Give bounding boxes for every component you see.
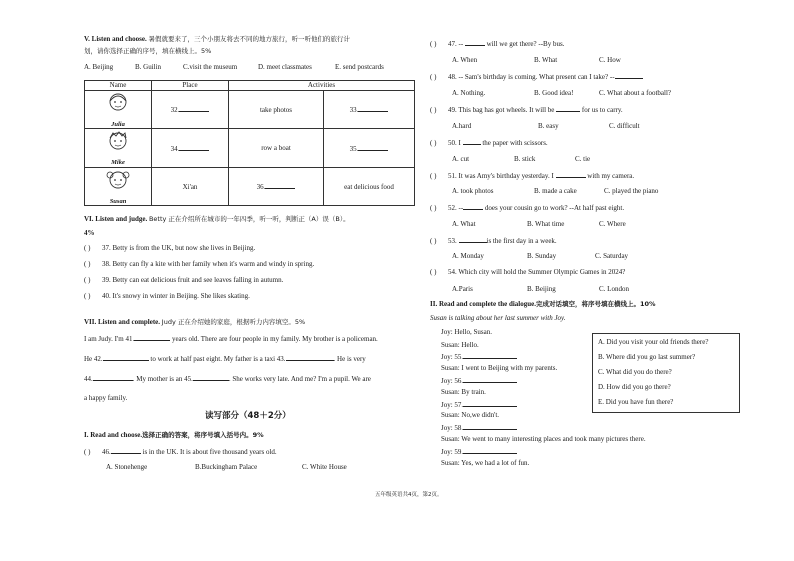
question-48: ( ) 48. -- Sam's birthday is coming. What present can I take? --	[430, 72, 643, 81]
kid-name-mike: Mike	[111, 159, 125, 167]
answer-blank[interactable]	[463, 138, 481, 145]
option: A. What	[452, 220, 476, 228]
answer-paren[interactable]: ( )	[84, 244, 91, 252]
section-v-heading-line2: 划，请你选择正确的序号，填在横线上。5%	[84, 47, 212, 55]
table-header-activities: Activities	[229, 81, 415, 91]
option-a: A. Beijing	[84, 63, 114, 71]
option: B. stick	[514, 155, 536, 163]
choice-b: B. Where did you go last summer?	[598, 353, 696, 361]
answer-paren[interactable]: ( )	[430, 73, 437, 81]
option: A. cut	[452, 155, 470, 163]
answer-blank[interactable]	[615, 72, 643, 79]
q46-option-c: C. White House	[302, 463, 347, 471]
read-choose-heading: I. Read and choose.选择正确的答案，将序号填入括号内。9%	[84, 431, 264, 439]
answer-blank[interactable]	[286, 354, 334, 361]
answer-paren[interactable]: ( )	[430, 139, 437, 147]
answer-blank[interactable]	[93, 374, 133, 381]
q46-option-b: B.Buckingham Palace	[195, 463, 258, 471]
answer-paren[interactable]: ( )	[84, 292, 91, 300]
place-cell: 32.	[152, 91, 229, 129]
question-53: ( ) 53. is the first day in a week.	[430, 237, 557, 245]
judge-item: ( ) 40. It's snowy in winter in Beijing. She likes skating.	[84, 292, 250, 300]
option: C. How	[599, 56, 621, 64]
travel-table	[84, 80, 415, 206]
question-54: ( ) 54. Which city will hold the Summer Olympic Games in 2024?	[430, 268, 626, 276]
fill-line: I am Judy. I'm 41. years old. There are four people in my family. My brother is a policeman.	[84, 335, 378, 343]
answer-blank[interactable]	[465, 39, 485, 46]
option: C. London	[599, 285, 629, 293]
answer-paren[interactable]: ( )	[430, 268, 437, 276]
option: C. played the piano	[604, 187, 659, 195]
option: B. made a cake	[534, 187, 577, 195]
kid-cell	[85, 167, 152, 205]
answer-blank[interactable]	[134, 334, 170, 341]
option-c: C.visit the museum	[183, 63, 238, 71]
section-ii-heading: II. Read and complete the dialogue.完成对话填空，将序号填在横线上。10%	[430, 300, 656, 308]
activity-cell: 36.	[229, 167, 324, 205]
kid-cell	[85, 129, 152, 167]
section-vii-heading: VII. Listen and complete. Judy 正在介绍她的家庭，根据听力内容填空。5%	[84, 318, 306, 326]
dialogue-line: Joy: 55.	[441, 352, 517, 361]
option: A. When	[452, 56, 478, 64]
judge-item: ( ) 37. Betty is from the UK, but now she lives in Beijing.	[84, 244, 256, 252]
answer-blank[interactable]	[463, 352, 517, 359]
kid-name-julia: Julia	[111, 121, 125, 128]
option: B. What time	[527, 220, 565, 228]
question-46: ( ) 46. is in the UK. It is about five thousand years old.	[84, 448, 277, 456]
table-header-name: Name	[85, 81, 152, 91]
option: B. Good idea!	[534, 89, 574, 97]
option: B. What	[534, 56, 558, 64]
option: C. Saturday	[595, 252, 629, 260]
dialogue-line: Joy: 57.	[441, 400, 517, 409]
option: C. difficult	[609, 122, 640, 130]
answer-blank[interactable]	[179, 144, 209, 151]
table-row	[85, 129, 415, 167]
option: B. Beijing	[527, 285, 556, 293]
option-d: D. meet classmates	[258, 63, 312, 71]
answer-blank[interactable]	[463, 203, 483, 210]
answer-paren[interactable]: ( )	[430, 204, 437, 212]
answer-blank[interactable]	[556, 171, 586, 178]
question-51: ( ) 51. It was Amy's birthday yesterday. I with my camera.	[430, 172, 635, 180]
answer-blank[interactable]	[193, 374, 229, 381]
judge-item: ( ) 39. Betty can eat delicious fruit and see leaves falling in autumn.	[84, 276, 284, 284]
option: C. tie	[575, 155, 591, 163]
place-cell: Xi'an	[152, 167, 229, 205]
dialogue-line: Joy: Hello, Susan.	[441, 328, 492, 336]
section-v-heading: V. Listen and choose. 暑假就要来了，三个小朋友将去不同的地方旅行，听一听他们的旅行计	[84, 35, 350, 43]
dialogue-line: Susan: By train.	[441, 388, 486, 396]
answer-blank[interactable]	[103, 354, 149, 361]
table-row	[85, 91, 415, 129]
option: A. Monday	[452, 252, 484, 260]
answer-paren[interactable]: ( )	[84, 260, 91, 268]
option: A. took photos	[452, 187, 494, 195]
table-header-place: Place	[152, 81, 229, 91]
choice-e: E. Did you have fun there?	[598, 398, 674, 406]
question-49: ( ) 49. This bag has got wheels. It will be for us to carry.	[430, 106, 623, 114]
choice-c: C. What did you do there?	[598, 368, 672, 376]
answer-paren[interactable]: ( )	[430, 237, 437, 245]
choice-d: D. How did you go there?	[598, 383, 671, 391]
option-b: B. Guilin	[135, 63, 162, 71]
fill-line: 44. . My mother is an 45. . She works very late. And me? I'm a pupil. We are	[84, 375, 371, 383]
activity-cell: eat delicious food	[324, 167, 415, 205]
page-footer: 五年级英语共4页，第2页。	[375, 492, 443, 498]
answer-blank[interactable]	[463, 447, 517, 454]
option: A. Nothing.	[452, 89, 486, 97]
section-vi-heading: VI. Listen and judge. Betty 正在介绍所在城市的一年四季，听一听，判断正（A）误（B）。	[84, 215, 350, 223]
answer-blank[interactable]	[556, 105, 580, 112]
dialogue-line: Joy: 56.	[441, 376, 517, 385]
answer-blank[interactable]	[265, 182, 295, 189]
dialogue-line: Susan: I went to Beijing with my parents.	[441, 364, 558, 372]
answer-blank[interactable]	[463, 423, 517, 430]
option: C. What about a football?	[599, 89, 671, 97]
option: B. Sunday	[527, 252, 557, 260]
fill-line: a happy family.	[84, 394, 128, 402]
option: A.Paris	[452, 285, 473, 293]
option: C. Where	[599, 220, 626, 228]
activity-cell: 33.	[324, 91, 415, 129]
answer-paren[interactable]: ( )	[430, 40, 437, 48]
susan-picture	[105, 168, 131, 198]
option: B. easy	[538, 122, 559, 130]
activity-cell: take photos	[229, 91, 324, 129]
answer-blank[interactable]	[459, 236, 487, 243]
dialogue-line: Joy: 59.	[441, 447, 517, 456]
dialogue-intro: Susan is talking about her last summer with Joy.	[430, 314, 566, 322]
answer-blank[interactable]	[111, 447, 141, 454]
question-47: ( ) 47. -- will we get there? --By bus.	[430, 40, 565, 48]
answer-paren[interactable]: ( )	[84, 276, 91, 284]
judge-item: ( ) 38. Betty can fly a kite with her family when it's warm and windy in spring.	[84, 260, 315, 268]
answer-blank[interactable]	[179, 105, 209, 112]
mike-picture	[105, 129, 131, 159]
answer-blank[interactable]	[358, 105, 388, 112]
table-row	[85, 167, 415, 205]
dialogue-line: Susan: Yes, we had a lot of fun.	[441, 459, 530, 467]
answer-blank[interactable]	[463, 400, 517, 407]
answer-paren[interactable]: ( )	[430, 172, 437, 180]
dialogue-line: Joy: 58.	[441, 423, 517, 432]
dialogue-line: Susan: We went to many interesting places and took many pictures there.	[441, 435, 646, 443]
reading-writing-title: 读写部分（48＋2分）	[205, 411, 291, 421]
dialogue-line: Susan: Hello.	[441, 341, 479, 349]
choice-a: A. Did you visit your old friends there?	[598, 338, 709, 346]
q46-option-a: A. Stonehenge	[106, 463, 148, 471]
answer-blank[interactable]	[358, 144, 388, 151]
option-e: E. send postcards	[335, 63, 384, 71]
kid-name-susan: Susan	[109, 197, 127, 205]
place-cell: 34.	[152, 129, 229, 167]
activity-cell: row a boat	[229, 129, 324, 167]
dialogue-line: Susan: No,we didn't.	[441, 411, 500, 419]
answer-paren[interactable]: ( )	[84, 448, 91, 456]
option: A.hard	[452, 122, 472, 130]
section-vi-percent: 4%	[84, 229, 95, 237]
activity-cell: 35.	[324, 129, 415, 167]
question-52: ( ) 52. -- does your cousin go to work? --At half past eight.	[430, 204, 625, 212]
fill-line: He 42. to work at half past eight. My father is a taxi 43. . He is very	[84, 355, 366, 363]
answer-paren[interactable]: ( )	[430, 106, 437, 114]
answer-blank[interactable]	[463, 376, 517, 383]
julia-picture	[105, 91, 131, 121]
question-50: ( ) 50. I the paper with scissors.	[430, 139, 548, 147]
kid-cell	[85, 91, 152, 129]
